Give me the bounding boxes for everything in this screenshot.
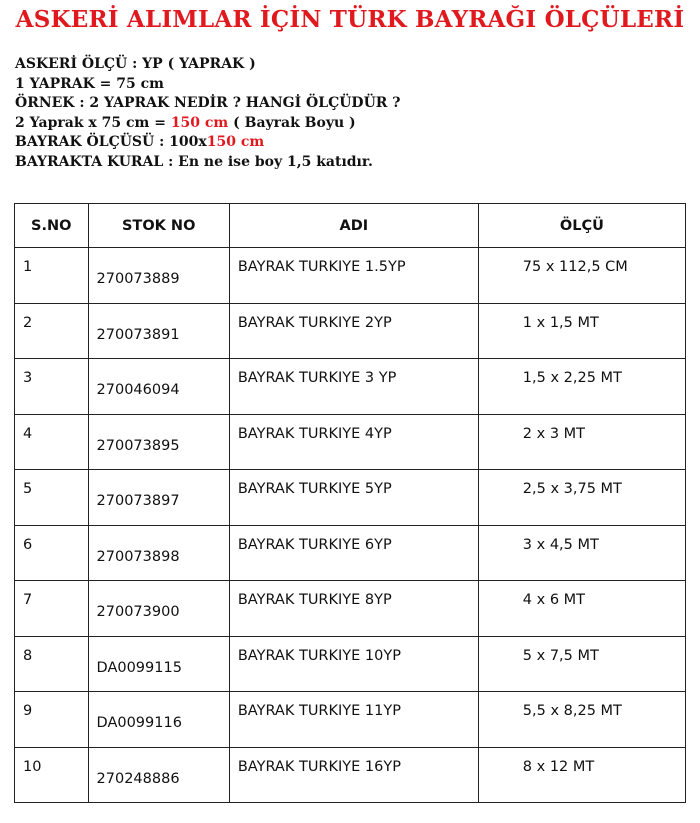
cell-adi: BAYRAK TURKIYE 8YP [229, 581, 478, 637]
cell-olcu: 3 x 4,5 MT [478, 525, 685, 581]
cell-stok-no: 270248886 [88, 747, 229, 803]
cell-stok-no: DA0099115 [88, 636, 229, 692]
cell-sno: 9 [15, 692, 89, 748]
header-stok-no: STOK NO [88, 204, 229, 248]
cell-adi: BAYRAK TURKIYE 1.5YP [229, 248, 478, 304]
table-row [15, 248, 686, 304]
cell-adi: BAYRAK TURKIYE 4YP [229, 414, 478, 470]
info-line-flag-size [15, 133, 401, 153]
cell-adi: BAYRAK TURKIYE 10YP [229, 636, 478, 692]
table-row [15, 303, 686, 359]
cell-sno: 3 [15, 359, 89, 415]
page-title: ASKERİ ALIMLAR İÇİN TÜRK BAYRAĞI ÖLÇÜLERİ [15, 6, 685, 33]
cell-sno: 6 [15, 525, 89, 581]
cell-olcu: 5,5 x 8,25 MT [478, 692, 685, 748]
cell-stok-no: 270073891 [88, 303, 229, 359]
cell-sno: 7 [15, 581, 89, 637]
cell-adi: BAYRAK TURKIYE 3 YP [229, 359, 478, 415]
table-row [15, 525, 686, 581]
table-row [15, 692, 686, 748]
flag-size-prefix: BAYRAK ÖLÇÜSÜ : 100x [15, 134, 207, 151]
table-row [15, 414, 686, 470]
cell-sno: 10 [15, 747, 89, 803]
table-header-row [15, 204, 686, 248]
cell-olcu: 2,5 x 3,75 MT [478, 470, 685, 526]
cell-olcu: 75 x 112,5 CM [478, 248, 685, 304]
cell-sno: 8 [15, 636, 89, 692]
cell-adi: BAYRAK TURKIYE 11YP [229, 692, 478, 748]
cell-olcu: 4 x 6 MT [478, 581, 685, 637]
cell-stok-no: 270073895 [88, 414, 229, 470]
cell-stok-no: 270046094 [88, 359, 229, 415]
info-block [15, 55, 401, 173]
cell-olcu: 5 x 7,5 MT [478, 636, 685, 692]
info-line-calculation [15, 114, 401, 134]
table-row [15, 470, 686, 526]
cell-adi: BAYRAK TURKIYE 2YP [229, 303, 478, 359]
header-olcu: ÖLÇÜ [478, 204, 685, 248]
cell-sno: 2 [15, 303, 89, 359]
table-row [15, 359, 686, 415]
info-line-rule: BAYRAKTA KURAL : En ne ise boy 1,5 katıdır. [15, 153, 373, 170]
cell-olcu: 1 x 1,5 MT [478, 303, 685, 359]
header-sno: S.NO [15, 204, 89, 248]
cell-stok-no: 270073898 [88, 525, 229, 581]
cell-adi: BAYRAK TURKIYE 5YP [229, 470, 478, 526]
cell-stok-no: 270073897 [88, 470, 229, 526]
header-adi: ADI [229, 204, 478, 248]
table-row [15, 747, 686, 803]
calculation-suffix: ( Bayrak Boyu ) [228, 114, 356, 131]
table-row [15, 581, 686, 637]
cell-sno: 4 [15, 414, 89, 470]
info-line-example-question: ÖRNEK : 2 YAPRAK NEDİR ? HANGİ ÖLÇÜDÜR ? [15, 95, 401, 112]
calculation-prefix: 2 Yaprak x 75 cm = [15, 114, 171, 131]
cell-olcu: 2 x 3 MT [478, 414, 685, 470]
cell-adi: BAYRAK TURKIYE 16YP [229, 747, 478, 803]
cell-sno: 5 [15, 470, 89, 526]
cell-stok-no: DA0099116 [88, 692, 229, 748]
flag-size-value: 150 cm [206, 134, 265, 151]
cell-sno: 1 [15, 248, 89, 304]
flag-sizes-table [14, 203, 686, 803]
info-line-leaf-size: 1 YAPRAK = 75 cm [15, 75, 164, 92]
table-row [15, 636, 686, 692]
calculation-result: 150 cm [170, 114, 229, 131]
cell-olcu: 8 x 12 MT [478, 747, 685, 803]
cell-olcu: 1,5 x 2,25 MT [478, 359, 685, 415]
cell-stok-no: 270073889 [88, 248, 229, 304]
cell-adi: BAYRAK TURKIYE 6YP [229, 525, 478, 581]
info-line-unit: ASKERİ ÖLÇÜ : YP ( YAPRAK ) [15, 56, 256, 72]
cell-stok-no: 270073900 [88, 581, 229, 637]
